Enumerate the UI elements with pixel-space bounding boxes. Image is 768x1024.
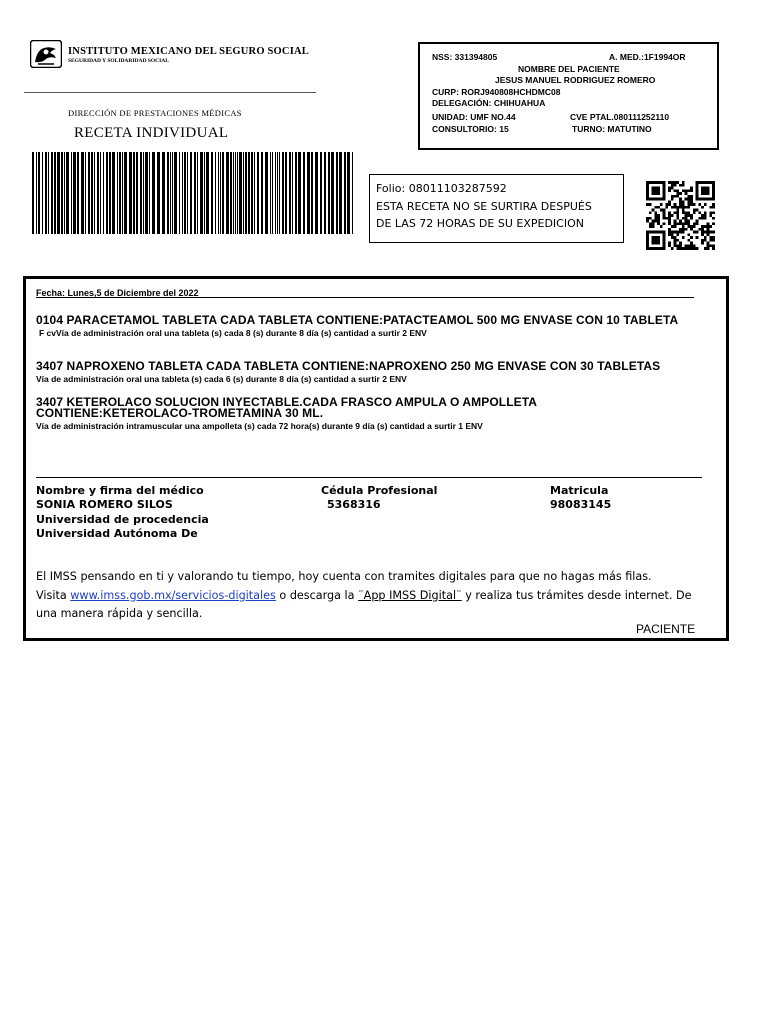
medication-3-title: 3407 KETEROLACO SOLUCION INYECTABLE.CADA FRASCO AMPULA O AMPOLLETA	[36, 395, 538, 409]
cedula-label: Cédula Profesional	[321, 484, 438, 497]
medication-1-title: 0104 PARACETAMOL TABLETA CADA TABLETA CONTIENE:PATACTEAMOL 500 MG ENVASE CON 10 TABLETA	[36, 313, 679, 327]
expiry-notice-line2: DE LAS 72 HORAS DE SU EXPEDICION	[376, 217, 584, 230]
app-imss-digital-link[interactable]: ¨App IMSS Digital¨	[358, 588, 462, 602]
imss-logo	[30, 40, 62, 68]
imss-services-link[interactable]: www.imss.gob.mx/servicios-digitales	[70, 588, 276, 602]
cedula-number: 5368316	[327, 498, 381, 511]
barcode	[32, 152, 354, 234]
doctor-name-label: Nombre y firma del médico	[36, 484, 204, 497]
document-title: RECETA INDIVIDUAL	[74, 125, 229, 141]
notice-line1: El IMSS pensando en ti y valorando tu tiempo, hoy cuenta con tramites digitales para que no hagas más filas.	[36, 570, 652, 583]
institution-name: INSTITUTO MEXICANO DEL SEGURO SOCIAL	[68, 46, 309, 57]
expiry-notice-line1: ESTA RECETA NO SE SURTIRA DESPUÉS	[376, 199, 592, 213]
medication-3-instructions: Vía de administración intramuscular una ampolleta (s) cada 72 hora(s) durante 9 día (s) cantidad a surtir 1 ENV	[36, 421, 483, 431]
consultorio: CONSULTORIO: 15	[432, 124, 509, 134]
unidad: UNIDAD: UMF NO.44	[432, 112, 516, 122]
digital-services-notice	[36, 568, 706, 624]
medication-2-title: 3407 NAPROXENO TABLETA CADA TABLETA CONTIENE:NAPROXENO 250 MG ENVASE CON 30 TABLETAS	[36, 359, 661, 373]
header-divider	[24, 92, 316, 93]
copy-label: PACIENTE	[636, 622, 696, 636]
medication-3-title-cont: CONTIENE:KETEROLACO-TROMETAMINA 30 ML.	[36, 406, 324, 420]
turno: TURNO: MATUTINO	[572, 124, 652, 134]
direccion-label: DIRECCIÓN DE PRESTACIONES MÉDICAS	[68, 108, 242, 118]
descarga-text: o descarga la	[275, 588, 359, 602]
visita-text: Visita	[36, 588, 71, 602]
date-divider	[36, 297, 694, 298]
matricula-label: Matricula	[550, 484, 609, 497]
folio-number: Folio: 08011103287592	[376, 182, 507, 195]
medication-1-instructions: F cvVía de administración oral una tableta (s) cada 8 (s) durante 8 día (s) cantidad a surtir 2 ENV	[39, 328, 427, 338]
nss: NSS: 331394805	[432, 52, 498, 62]
patient-name-label: NOMBRE DEL PACIENTE	[518, 63, 620, 74]
matricula-number: 98083145	[550, 498, 612, 511]
doctor-name: SONIA ROMERO SILOS	[36, 498, 173, 511]
notice-line2	[36, 587, 706, 624]
curp: CURP: RORJ940808HCHDMC08	[432, 86, 561, 97]
prescription-date: Fecha: Lunes,5 de Diciembre del 2022	[36, 288, 199, 298]
a-med: A. MED.:1F1994OR	[609, 52, 686, 62]
institution-subtitle: SEGURIDAD Y SOLIDARIDAD SOCIAL	[68, 58, 169, 64]
qr-code	[646, 181, 715, 250]
signature-line	[36, 477, 702, 478]
cve-ptal: CVE PTAL.080111252110	[570, 112, 670, 122]
notice-rest-text: y realiza tus trámites desde internet. De una manera rápida y sencilla.	[36, 588, 692, 620]
patient-name: JESUS MANUEL RODRIGUEZ ROMERO	[495, 75, 656, 85]
university-label: Universidad de procedencia	[36, 513, 209, 526]
university-name: Universidad Autónoma De	[36, 527, 198, 540]
medication-2-instructions: Vía de administración oral una tableta (s) cada 6 (s) durante 8 día (s) cantidad a surtir 2 ENV	[36, 374, 407, 384]
folio-box	[369, 174, 624, 243]
delegacion: DELEGACIÓN: CHIHUAHUA	[432, 98, 546, 108]
patient-info-box	[418, 42, 719, 150]
